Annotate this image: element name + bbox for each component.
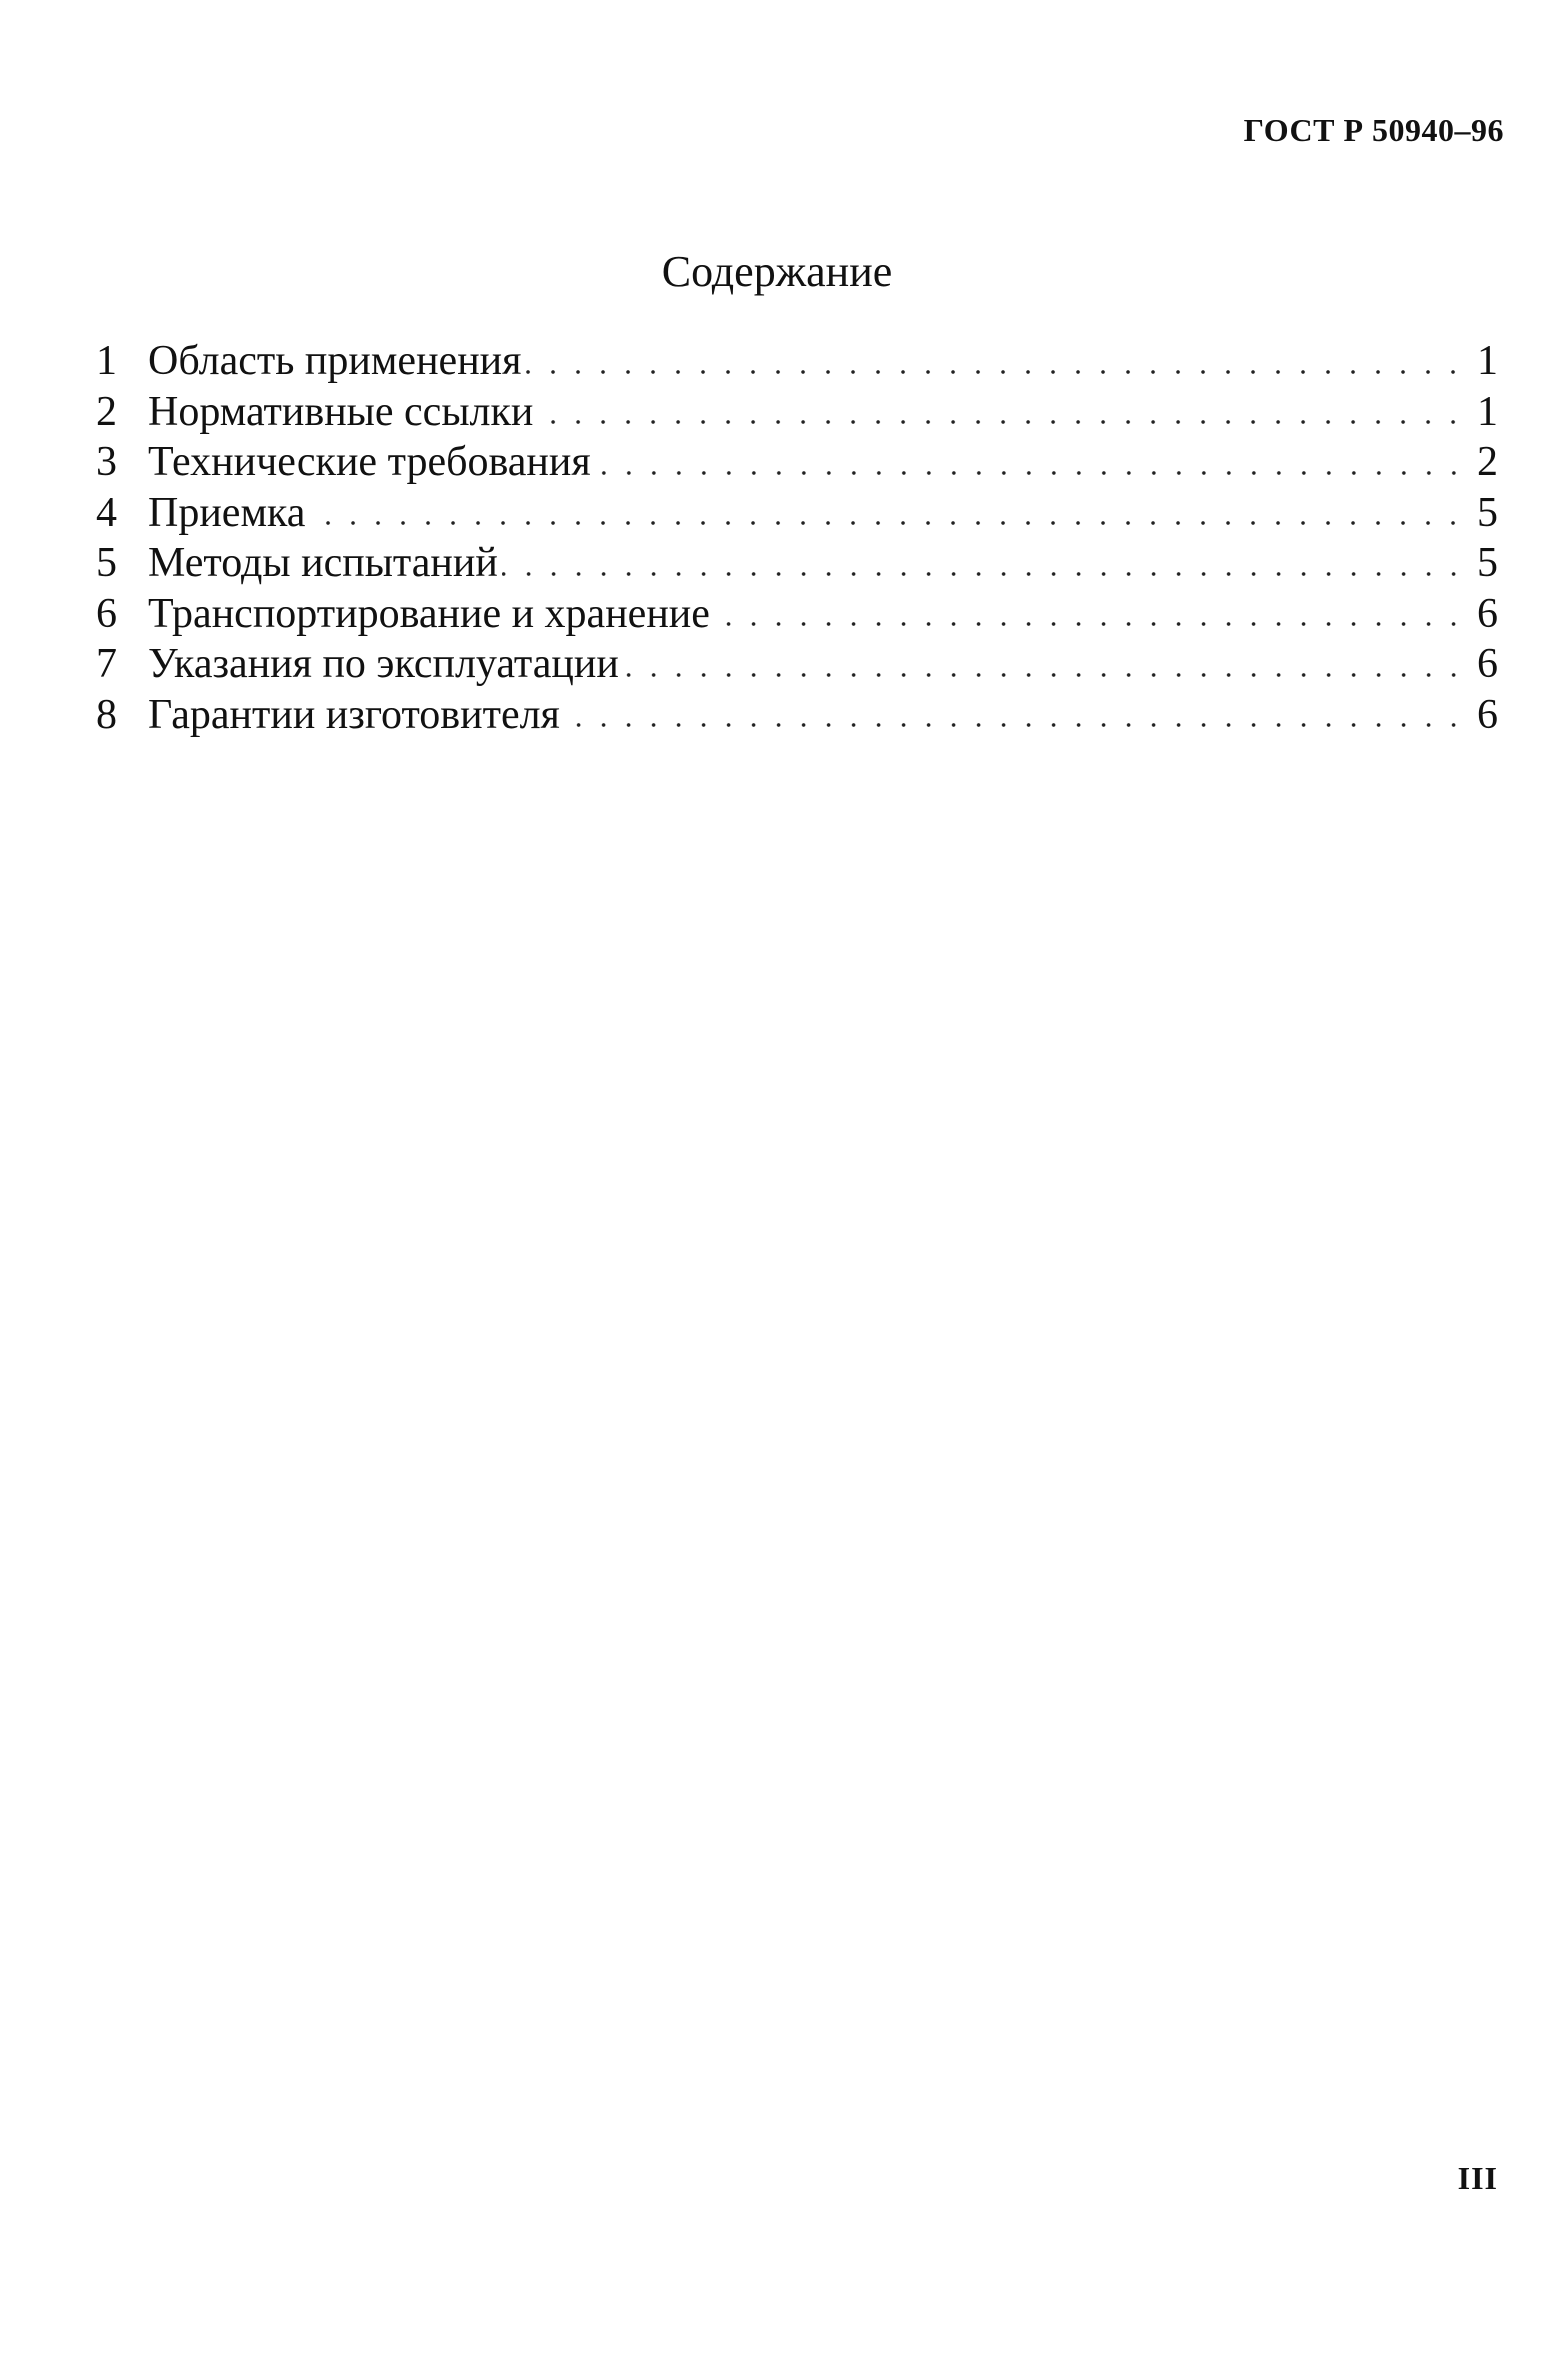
toc-dot-leader [537,387,1472,437]
toc-dot-leader [623,640,1472,690]
document-code: ГОСТ Р 50940–96 [1243,112,1504,148]
toc-item-number: 5 [96,540,117,586]
toc-item[interactable] [96,690,1498,741]
toc-title: Содержание [661,247,893,296]
toc-item-number: 6 [96,590,117,637]
page-number: III [1457,2160,1498,2196]
toc-item-page: 1 [1477,388,1498,435]
toc-item-page: 1 [1477,338,1498,384]
toc-item-number: 8 [96,691,117,738]
toc-item-page: 6 [1477,590,1498,637]
toc-item-label: Область применения [148,338,522,384]
toc-item-label: Методы испытаний [148,540,498,586]
toc-dot-leader [714,589,1472,639]
toc-dot-leader [502,539,1472,589]
toc-item[interactable] [96,639,1498,690]
toc-item-page: 5 [1477,540,1498,586]
toc-item-number: 7 [96,641,117,687]
toc-item-label: Транспортирование и хранение [148,590,710,637]
toc-item-label: Нормативные ссылки [148,388,534,435]
toc-item-number: 1 [96,338,117,384]
table-of-contents [96,336,1498,740]
toc-dot-leader [525,337,1472,387]
toc-item-label: Указания по эксплуатации [148,641,619,687]
toc-item[interactable] [96,488,1498,539]
toc-dot-leader [595,438,1472,488]
toc-item[interactable] [96,538,1498,589]
toc-item[interactable] [96,437,1498,488]
toc-item-number: 2 [96,388,117,435]
toc-dot-leader [309,488,1472,538]
toc-item-label: Приемка [148,489,306,536]
toc-item-page: 6 [1477,641,1498,687]
toc-item-page: 6 [1477,691,1498,738]
toc-item-page: 2 [1477,439,1498,485]
toc-item-page: 5 [1477,489,1498,536]
toc-item-label: Гарантии изготовителя [148,691,560,738]
toc-item[interactable] [96,387,1498,438]
toc-dot-leader [564,690,1472,740]
toc-item-number: 4 [96,489,117,536]
toc-item[interactable] [96,589,1498,640]
toc-item[interactable] [96,336,1498,387]
toc-item-label: Технические требования [148,439,591,485]
toc-item-number: 3 [96,439,117,485]
